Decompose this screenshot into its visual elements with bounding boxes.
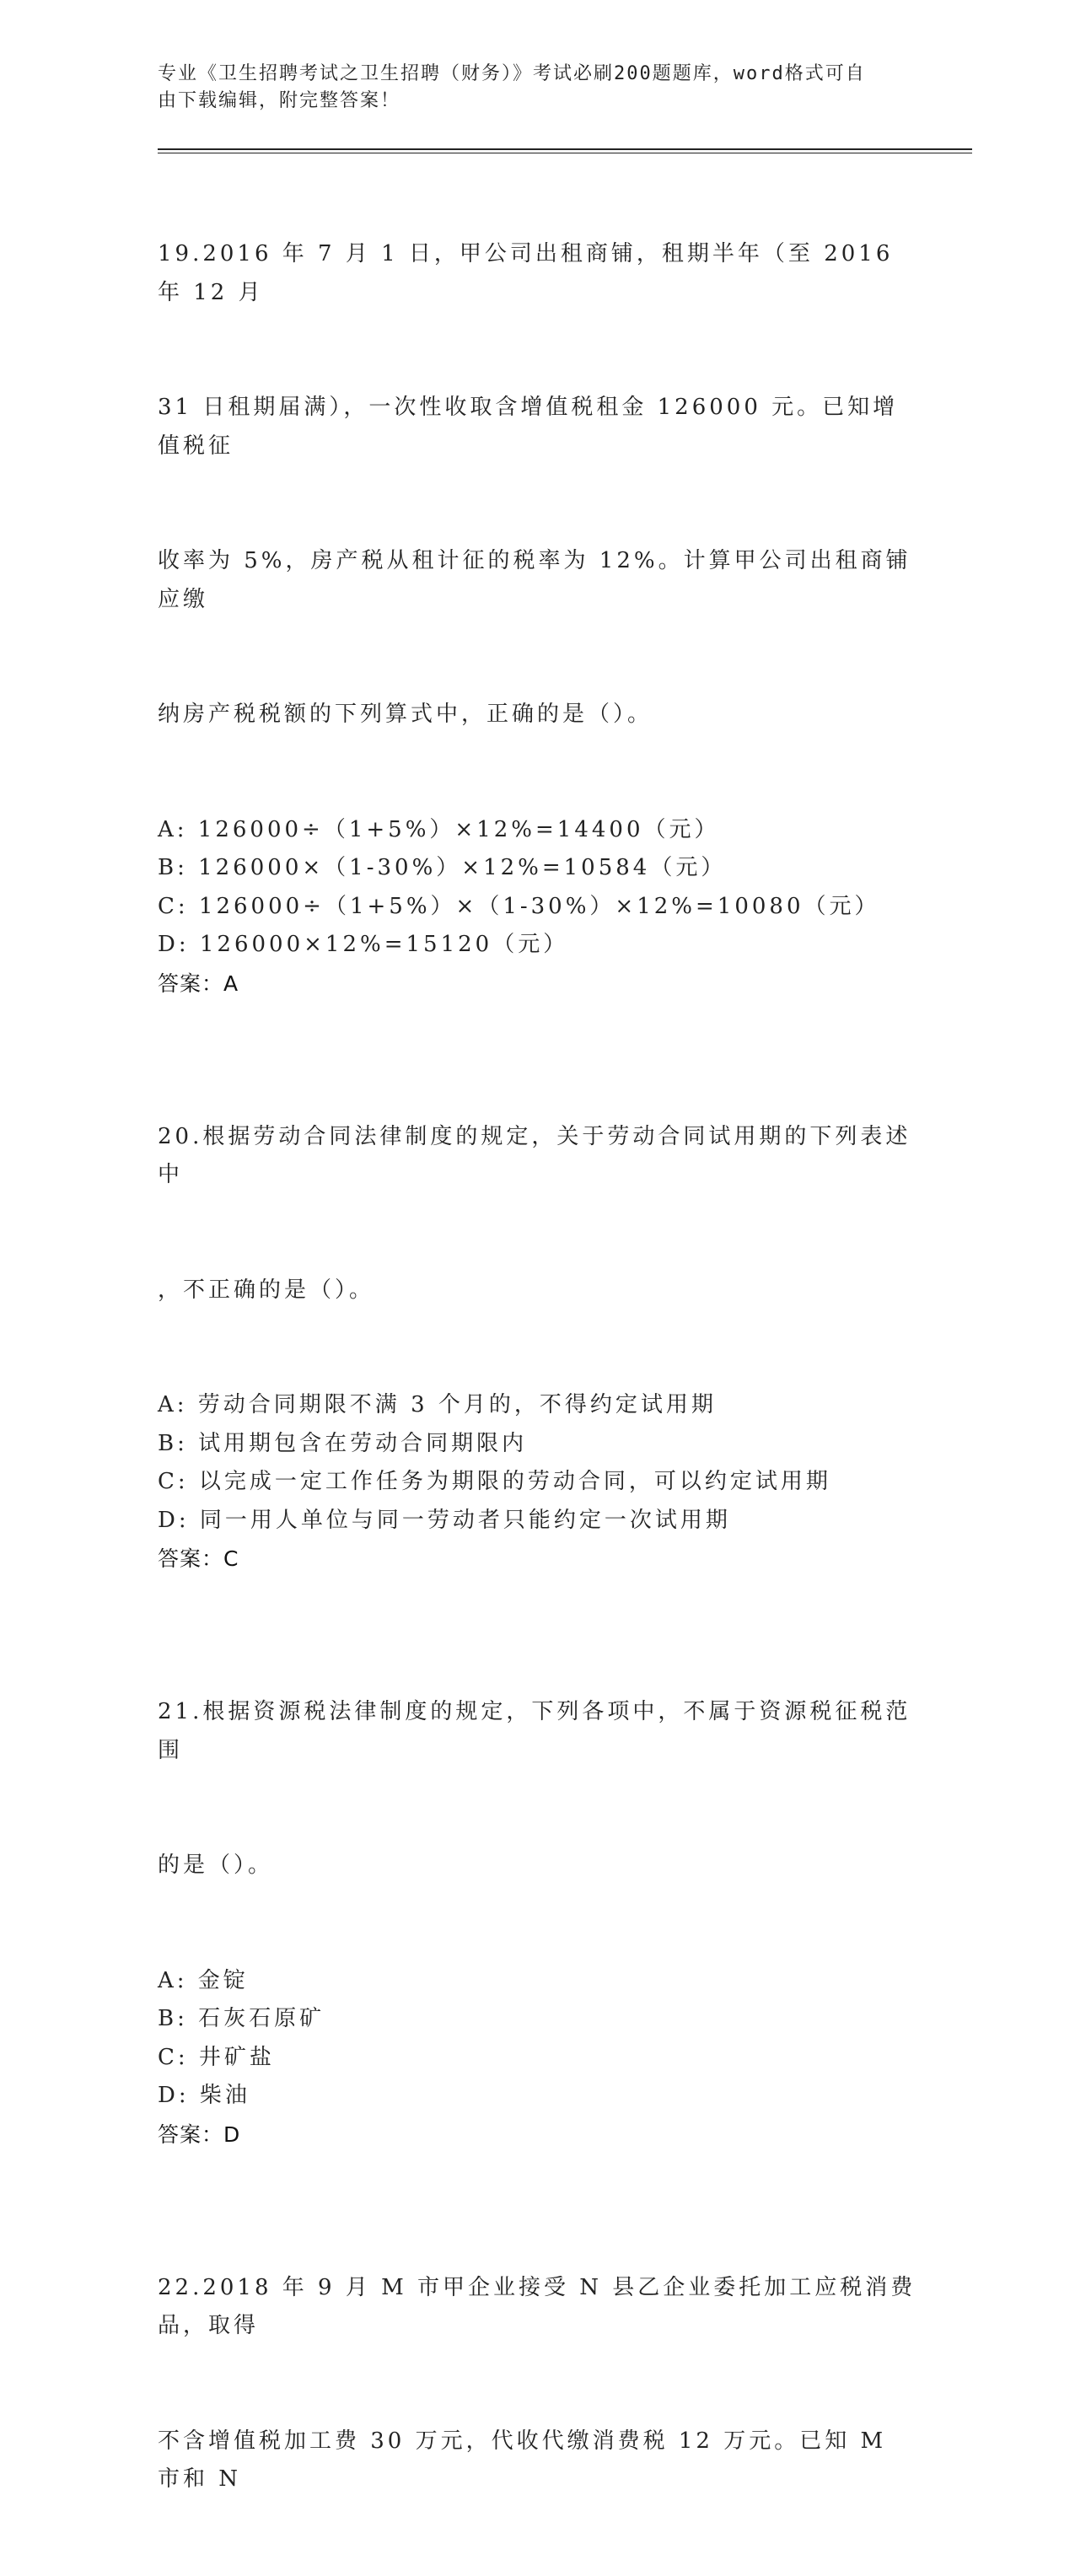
option-d: D: 柴油 <box>158 2083 250 2108</box>
stem-line: 20.根据劳动合同法律制度的规定，关于劳动合同试用期的下列表述中 <box>158 1123 911 1187</box>
option-c: C: 126000÷（1+5%）×（1-30%）×12%=10080（元） <box>158 893 880 919</box>
option-a: A: 126000÷（1+5%）×12%=14400（元） <box>158 816 720 842</box>
question-list <box>158 159 916 2576</box>
stem-line: 22.2018 年 9 月 M 市甲企业接受 N 县乙企业委托加工应税消费品，取得 <box>158 2274 916 2338</box>
stem-line: ，不正确的是（）。 <box>158 1277 375 1303</box>
question-19 <box>158 159 916 1003</box>
option-d: D: 126000×12%=15120（元） <box>158 932 569 957</box>
question-22 <box>158 2192 916 2576</box>
option-c: C: 井矿盐 <box>158 2044 275 2070</box>
question-stem <box>158 2192 916 2576</box>
option-a: A: 金锭 <box>158 1967 249 1993</box>
question-spacer <box>158 2154 916 2192</box>
document-header <box>158 61 916 115</box>
option-b: B: 试用期包含在劳动合同期限内 <box>158 1430 528 1456</box>
header-line-2: 由下载编辑，附完整答案！ <box>158 90 401 111</box>
answer-line: 答案：C <box>158 1546 239 1571</box>
question-stem <box>158 1616 916 1962</box>
stem-line: 的是（）。 <box>158 1853 274 1878</box>
stem-line: 不含增值税加工费 30 万元，代收代缴消费税 12 万元。已知 M 市和 N <box>158 2428 897 2492</box>
question-21 <box>158 1616 916 2154</box>
question-stem <box>158 1041 916 1387</box>
option-b: B: 石灰石原矿 <box>158 2006 325 2031</box>
stem-line: 纳房产税税额的下列算式中，正确的是（）。 <box>158 702 653 727</box>
option-c: C: 以完成一定工作任务为期限的劳动合同，可以约定试用期 <box>158 1469 831 1494</box>
answer-line: 答案：D <box>158 2122 241 2147</box>
answer-line: 答案：A <box>158 971 239 996</box>
question-spacer <box>158 1578 916 1617</box>
question-spacer <box>158 1003 916 1041</box>
option-a: A: 劳动合同期限不满 3 个月的，不得约定试用期 <box>158 1392 717 1417</box>
stem-line: 21.根据资源税法律制度的规定，下列各项中，不属于资源税征税范围 <box>158 1699 911 1763</box>
question-20 <box>158 1041 916 1578</box>
stem-line: 31 日租期届满），一次性收取含增值税租金 126000 元。已知增值税征 <box>158 395 899 459</box>
stem-line: 收率为 5%，房产税从租计征的税率为 12%。计算甲公司出租商铺应缴 <box>158 548 911 612</box>
option-b: B: 126000×（1-30%）×12%=10584（元） <box>158 855 727 880</box>
header-line-1: 专业《卫生招聘考试之卫生招聘（财务）》考试必刷200题题库，word格式可自 <box>158 63 866 84</box>
option-d: D: 同一用人单位与同一劳动者只能约定一次试用期 <box>158 1507 731 1533</box>
question-stem <box>158 159 916 811</box>
header-divider-thick <box>158 148 972 150</box>
stem-line: 19.2016 年 7 月 1 日，甲公司出租商铺，租期半年（至 2016 年 12 月 <box>158 241 904 305</box>
